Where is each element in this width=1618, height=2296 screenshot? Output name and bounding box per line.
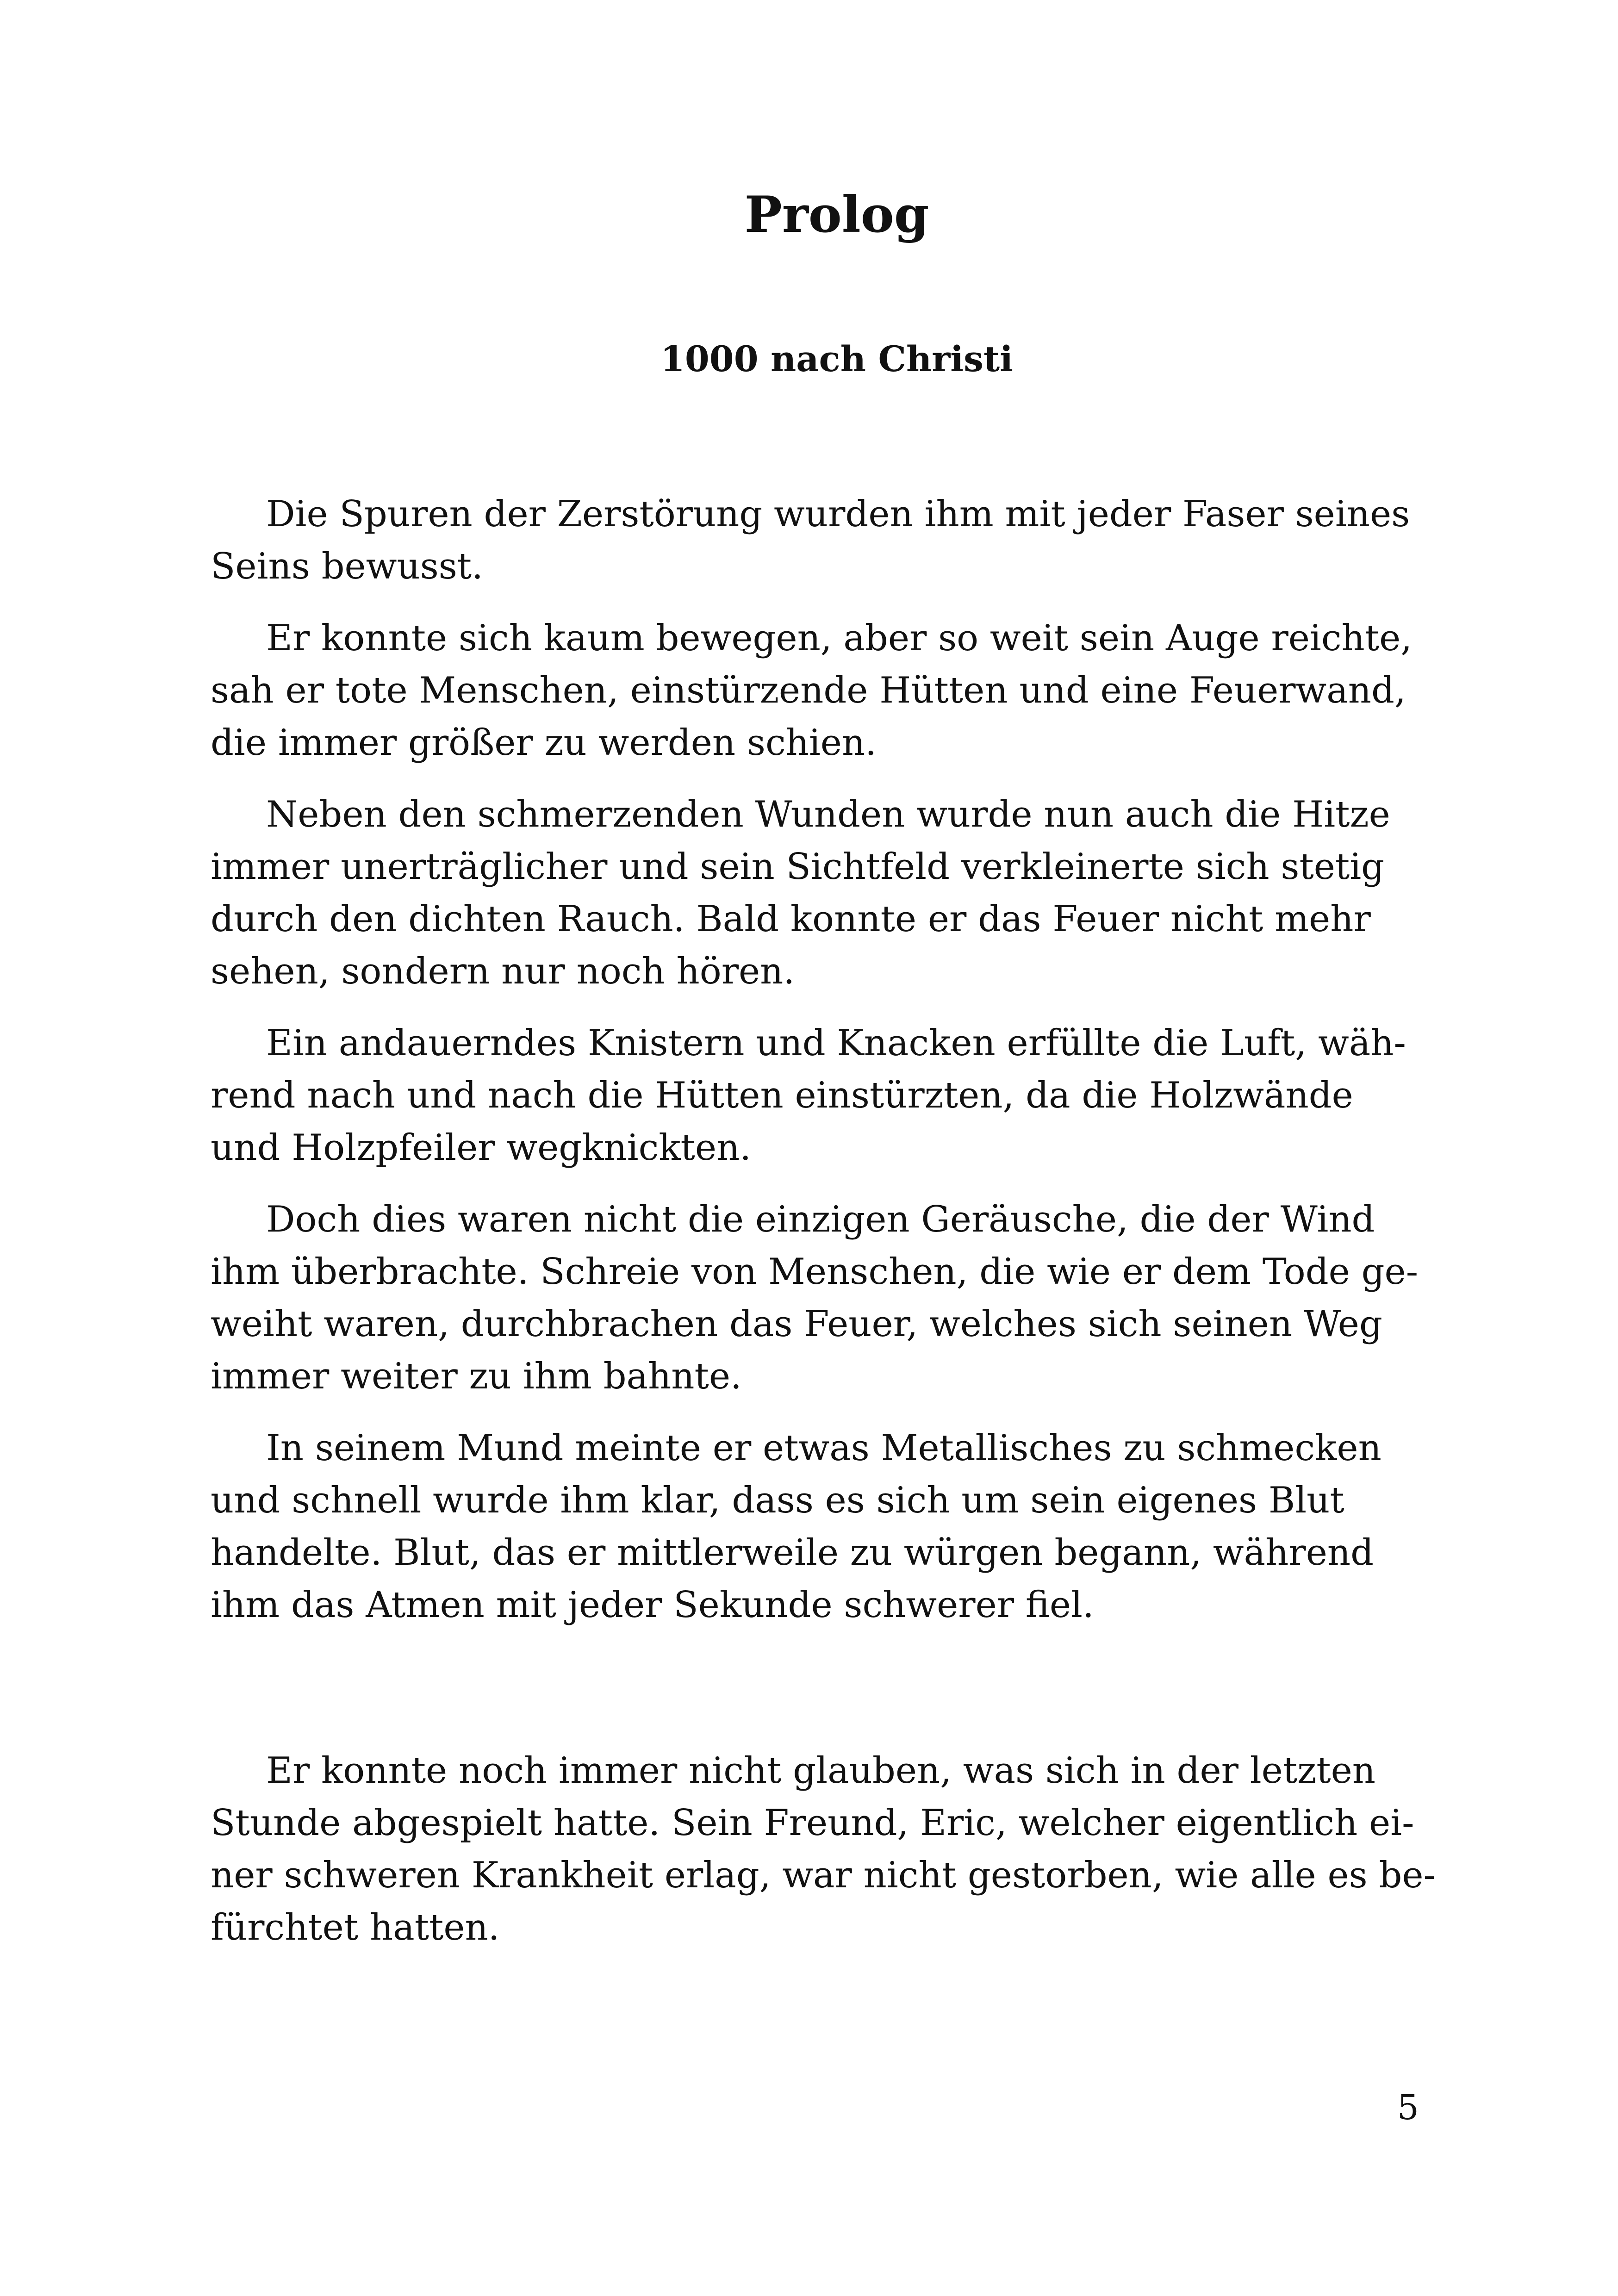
paragraph: Er konnte noch immer nicht glauben, was sich in der letzten Stunde abgespielt hatte. Sein Freund, Eric, welcher eigentlich ei- ner schweren Krankheit erlag, war nicht gestorben, wie alle es be- fürchtet hatten. xyxy=(211,1750,1436,1948)
paragraph: Neben den schmerzenden Wunden wurde nun auch die Hitze immer unerträglicher und sein Sichtfeld verkleinerte sich stetig durch den dichten Rauch. Bald konnte er das Feuer nicht mehr sehen, sondern nur noch hören. xyxy=(211,794,1390,992)
paragraph: Ein andauerndes Knistern und Knacken erfüllte die Luft, wäh- rend nach und nach die Hütten einstürzten, da die Holzwände und Holzpfeiler wegknickten. xyxy=(211,1022,1406,1169)
paragraph: Doch dies waren nicht die einzigen Geräusche, die der Wind ihm überbrachte. Schreie von Menschen, die wie er dem Tode ge- weiht waren, durchbrachen das Feuer, welches sich seinen Weg immer weiter zu ihm bahnte. xyxy=(211,1199,1419,1397)
paragraph: Die Spuren der Zerstörung wurden ihm mit jeder Faser seines Seins bewusst. xyxy=(211,493,1410,587)
body-text xyxy=(211,488,1436,1973)
paragraph: Er konnte sich kaum bewegen, aber so weit sein Auge reichte, sah er tote Menschen, einstürzende Hütten und eine Feuerwand, die immer größer zu werden schien. xyxy=(211,617,1413,764)
chapter-subtitle: 1000 nach Christi xyxy=(660,338,1013,380)
paragraph: In seinem Mund meinte er etwas Metallisches zu schmecken und schnell wurde ihm klar, dass es sich um sein eigenes Blut handelte. Blut, das er mittlerweile zu würgen begann, während ihm das Atmen mit jeder Sekunde schwerer fiel. xyxy=(211,1427,1382,1626)
chapter-title: Prolog xyxy=(744,186,929,244)
page-number: 5 xyxy=(1397,2088,1419,2128)
